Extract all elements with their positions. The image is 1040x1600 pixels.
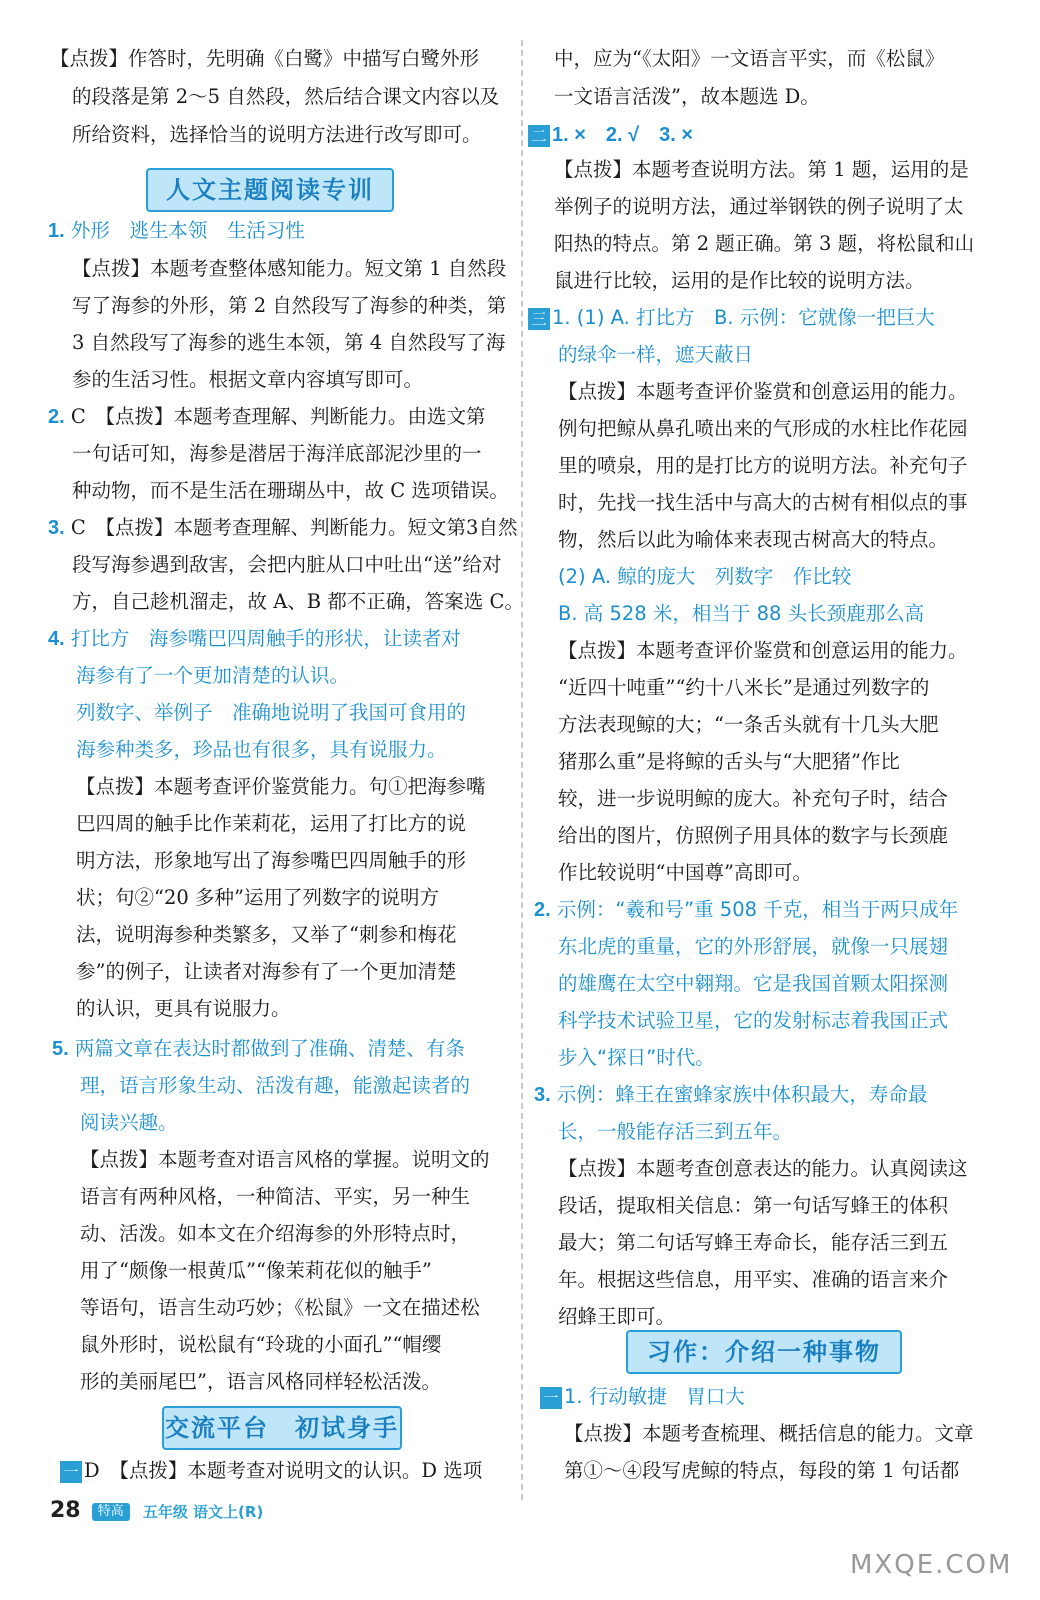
q4-note: 的认识，更具有说服力。 bbox=[76, 997, 291, 1020]
brand-logo: 特高 bbox=[92, 1503, 130, 1521]
q1-note: 写了海参的外形，第 2 自然段写了海参的种类，第 bbox=[72, 294, 507, 317]
intro-line: 所给资料，选择恰当的说明方法进行改写即可。 bbox=[72, 123, 482, 146]
s3-note2: 方法表现鲸的大；“一条舌头就有十几头大肥 bbox=[558, 713, 939, 736]
q5-note: 【点拨】本题考查对语言风格的掌握。说明文的 bbox=[80, 1148, 490, 1171]
s2-note: 举例子的说明方法，通过举钢铁的例子说明了太 bbox=[554, 195, 964, 218]
q2-line: 种动物，而不是生活在珊瑚丛中，故 C 选项错误。 bbox=[72, 479, 509, 502]
s2-note: 【点拨】本题考查说明方法。第 1 题，运用的是 bbox=[554, 158, 969, 181]
q2r-number: 2. bbox=[534, 899, 551, 921]
q5-note: 语言有两种风格，一种简洁、平实，另一种生 bbox=[80, 1185, 471, 1208]
q4-note: 状；句②“20 多种”运用了列数字的说明方 bbox=[76, 886, 439, 909]
page-footer bbox=[50, 1498, 263, 1523]
section-banner-writing: 习作：介绍一种事物 bbox=[626, 1330, 902, 1374]
q4-note: 巴四周的触手比作茉莉花，运用了打比方的说 bbox=[76, 812, 467, 835]
s4-answer: 一 1. 行动敏捷 胃口大 bbox=[540, 1378, 745, 1415]
q4-note: 明方法，形象地写出了海参嘴巴四周触手的形 bbox=[76, 849, 467, 872]
s3-note2: 较，进一步说明鲸的庞大。补充句子时，结合 bbox=[558, 787, 949, 810]
section-banner-exchange: 交流平台 初试身手 bbox=[162, 1406, 402, 1450]
section-four-icon: 一 bbox=[540, 1387, 562, 1409]
q1-note: 参的生活习性。根据文章内容填写即可。 bbox=[72, 368, 424, 391]
intro-line: 【点拨】作答时，先明确《白鹭》中描写白鹭外形 bbox=[50, 47, 480, 70]
q4-answer-line: 海参种类多，珍品也有很多，具有说服力。 bbox=[76, 738, 447, 761]
q4-note: 【点拨】本题考查评价鉴赏能力。句①把海参嘴 bbox=[76, 775, 486, 798]
q4-answer: 4. 打比方 海参嘴巴四周触手的形状，让读者对 bbox=[48, 627, 461, 650]
s3-note: 时，先找一找生活中与高大的古树有相似点的事 bbox=[558, 491, 968, 514]
s3-note2: 作比较说明“中国尊”高即可。 bbox=[558, 861, 812, 884]
s3-note: 【点拨】本题考查评价鉴赏和创意运用的能力。 bbox=[558, 380, 968, 403]
s2-answer: 二 1. × 2. √ 3. × bbox=[528, 116, 693, 154]
section-banner-reading: 人文主题阅读专训 bbox=[146, 168, 394, 212]
q5-answer-line: 阅读兴趣。 bbox=[80, 1111, 178, 1134]
section-one-icon: 一 bbox=[60, 1461, 82, 1483]
q5-note: 鼠外形时，说松鼠有“玲珑的小面孔”“帽缨 bbox=[80, 1333, 442, 1356]
section-two-icon: 二 bbox=[528, 125, 550, 147]
s2-note: 阳热的特点。第 2 题正确。第 3 题，将松鼠和山 bbox=[554, 232, 975, 255]
q2-right-line: 的雄鹰在太空中翱翔。它是我国首颗太阳探测 bbox=[558, 972, 949, 995]
section-three-icon: 三 bbox=[528, 308, 550, 330]
q4-number: 4. bbox=[48, 628, 65, 650]
s3-answer2-line: (2) A. 鲸的庞大 列数字 作比较 bbox=[558, 565, 852, 588]
q5-number: 5. bbox=[52, 1038, 69, 1060]
column-divider bbox=[521, 40, 523, 1500]
cont-line: 中，应为“《太阳》一文语言平实，而《松鼠》 bbox=[554, 47, 945, 70]
q3-right-note: 段话，提取相关信息：第一句话写蜂王的体积 bbox=[558, 1194, 949, 1217]
q2-right-answer: 2. 示例：“羲和号”重 508 千克，相当于两只成年 bbox=[534, 898, 959, 921]
q2-number: 2. bbox=[48, 406, 65, 428]
q5-answer-line: 理，语言形象生动、活泼有趣，能激起读者的 bbox=[80, 1074, 471, 1097]
q1-answer-text: 外形 逃生本领 生活习性 bbox=[70, 219, 305, 242]
page-number: 28 bbox=[50, 1498, 81, 1523]
q1-note: 3 自然段写了海参的逃生本领，第 4 自然段写了海 bbox=[72, 331, 506, 354]
q3-line: 方，自己趁机溜走，故 A、B 都不正确，答案选 C。 bbox=[72, 590, 524, 613]
q5-note: 用了“颇像一根黄瓜”“像茉莉花似的触手” bbox=[80, 1259, 432, 1282]
q4-answer-line: 海参有了一个更加清楚的认识。 bbox=[76, 664, 350, 687]
q1-answer bbox=[48, 212, 305, 250]
q3r-number: 3. bbox=[534, 1084, 551, 1106]
q1-number: 1. bbox=[48, 220, 65, 242]
s3-note2: 给出的图片，仿照例子用具体的数字与长颈鹿 bbox=[558, 824, 949, 847]
intro-line: 的段落是第 2～5 自然段，然后结合课文内容以及 bbox=[72, 85, 500, 108]
q5-note: 动、活泼。如本文在介绍海参的外形特点时， bbox=[80, 1222, 471, 1245]
q3-right-note: 年。根据这些信息，用平实、准确的语言来介 bbox=[558, 1268, 949, 1291]
q3-line: 段写海参遇到敌害，会把内脏从口中吐出“送”给对 bbox=[72, 553, 502, 576]
s3-answer-line: 的绿伞一样，遮天蔽日 bbox=[558, 343, 754, 366]
q3-right-note: 最大；第二句话写蜂王寿命长，能存活三到五 bbox=[558, 1231, 949, 1254]
s3-answer2-line: B. 高 528 米，相当于 88 头长颈鹿那么高 bbox=[558, 602, 925, 625]
s3-note2: 猪那么重”是将鲸的舌头与“大肥猪”作比 bbox=[558, 750, 900, 773]
q3-right-answer: 3. 示例：蜂王在蜜蜂家族中体积最大，寿命最 bbox=[534, 1083, 928, 1106]
s4-note: 第①～④段写虎鲸的特点，每段的第 1 句话都 bbox=[564, 1459, 960, 1482]
s3-note: 里的喷泉，用的是打比方的说明方法。补充句子 bbox=[558, 454, 968, 477]
q5-note: 等语句，语言生动巧妙；《松鼠》一文在描述松 bbox=[80, 1296, 480, 1319]
q3-number: 3. bbox=[48, 517, 65, 539]
q3-right-note: 绍蜂王即可。 bbox=[558, 1305, 676, 1328]
q3-right-line: 长，一般能存活三到五年。 bbox=[558, 1120, 793, 1143]
q4-note: 法，说明海参种类繁多，又举了“刺参和梅花 bbox=[76, 923, 457, 946]
watermark: MXQE.COM bbox=[850, 1550, 1013, 1580]
footer-title: 五年级 语文上(R) bbox=[142, 1503, 264, 1521]
s1-line: 一 D 【点拨】本题考查对说明文的认识。D 选项 bbox=[60, 1452, 482, 1489]
s2-note: 鼠进行比较，运用的是作比较的说明方法。 bbox=[554, 269, 925, 292]
q5-note: 形的美丽尾巴”，语言风格同样轻松活泼。 bbox=[80, 1370, 441, 1393]
q2-right-line: 科学技术试验卫星，它的发射标志着我国正式 bbox=[558, 1009, 949, 1032]
s3-note: 物，然后以此为喻体来表现古树高大的特点。 bbox=[558, 528, 949, 551]
s3-note2: “近四十吨重”“约十八米长”是通过列数字的 bbox=[558, 676, 930, 699]
q2-line: 一句话可知，海参是潜居于海洋底部泥沙里的一 bbox=[72, 442, 482, 465]
s3-note2: 【点拨】本题考查评价鉴赏和创意运用的能力。 bbox=[558, 639, 968, 662]
q3: 3. C 【点拨】本题考查理解、判断能力。短文第3自然 bbox=[48, 516, 518, 539]
s4-note: 【点拨】本题考查梳理、概括信息的能力。文章 bbox=[564, 1422, 974, 1445]
s3-note: 例句把鲸从鼻孔喷出来的气形成的水柱比作花园 bbox=[558, 417, 968, 440]
cont-line: 一文语言活泼”，故本题选 D。 bbox=[554, 85, 820, 108]
q5-answer: 5. 两篇文章在表达时都做到了准确、清楚、有条 bbox=[52, 1037, 465, 1060]
s3-answer: 三 1. (1) A. 打比方 B. 示例：它就像一把巨大 bbox=[528, 299, 935, 336]
q4-note: 参”的例子，让读者对海参有了一个更加清楚 bbox=[76, 960, 457, 983]
q3-right-note: 【点拨】本题考查创意表达的能力。认真阅读这 bbox=[558, 1157, 968, 1180]
q4-answer-line: 列数字、举例子 准确地说明了我国可食用的 bbox=[76, 701, 467, 724]
q2-right-line: 东北虎的重量，它的外形舒展，就像一只展翅 bbox=[558, 935, 949, 958]
q1-note: 【点拨】本题考查整体感知能力。短文第 1 自然段 bbox=[72, 257, 507, 280]
q2: 2. C 【点拨】本题考查理解、判断能力。由选文第 bbox=[48, 405, 486, 428]
q2-right-line: 步入“探日”时代。 bbox=[558, 1046, 715, 1069]
